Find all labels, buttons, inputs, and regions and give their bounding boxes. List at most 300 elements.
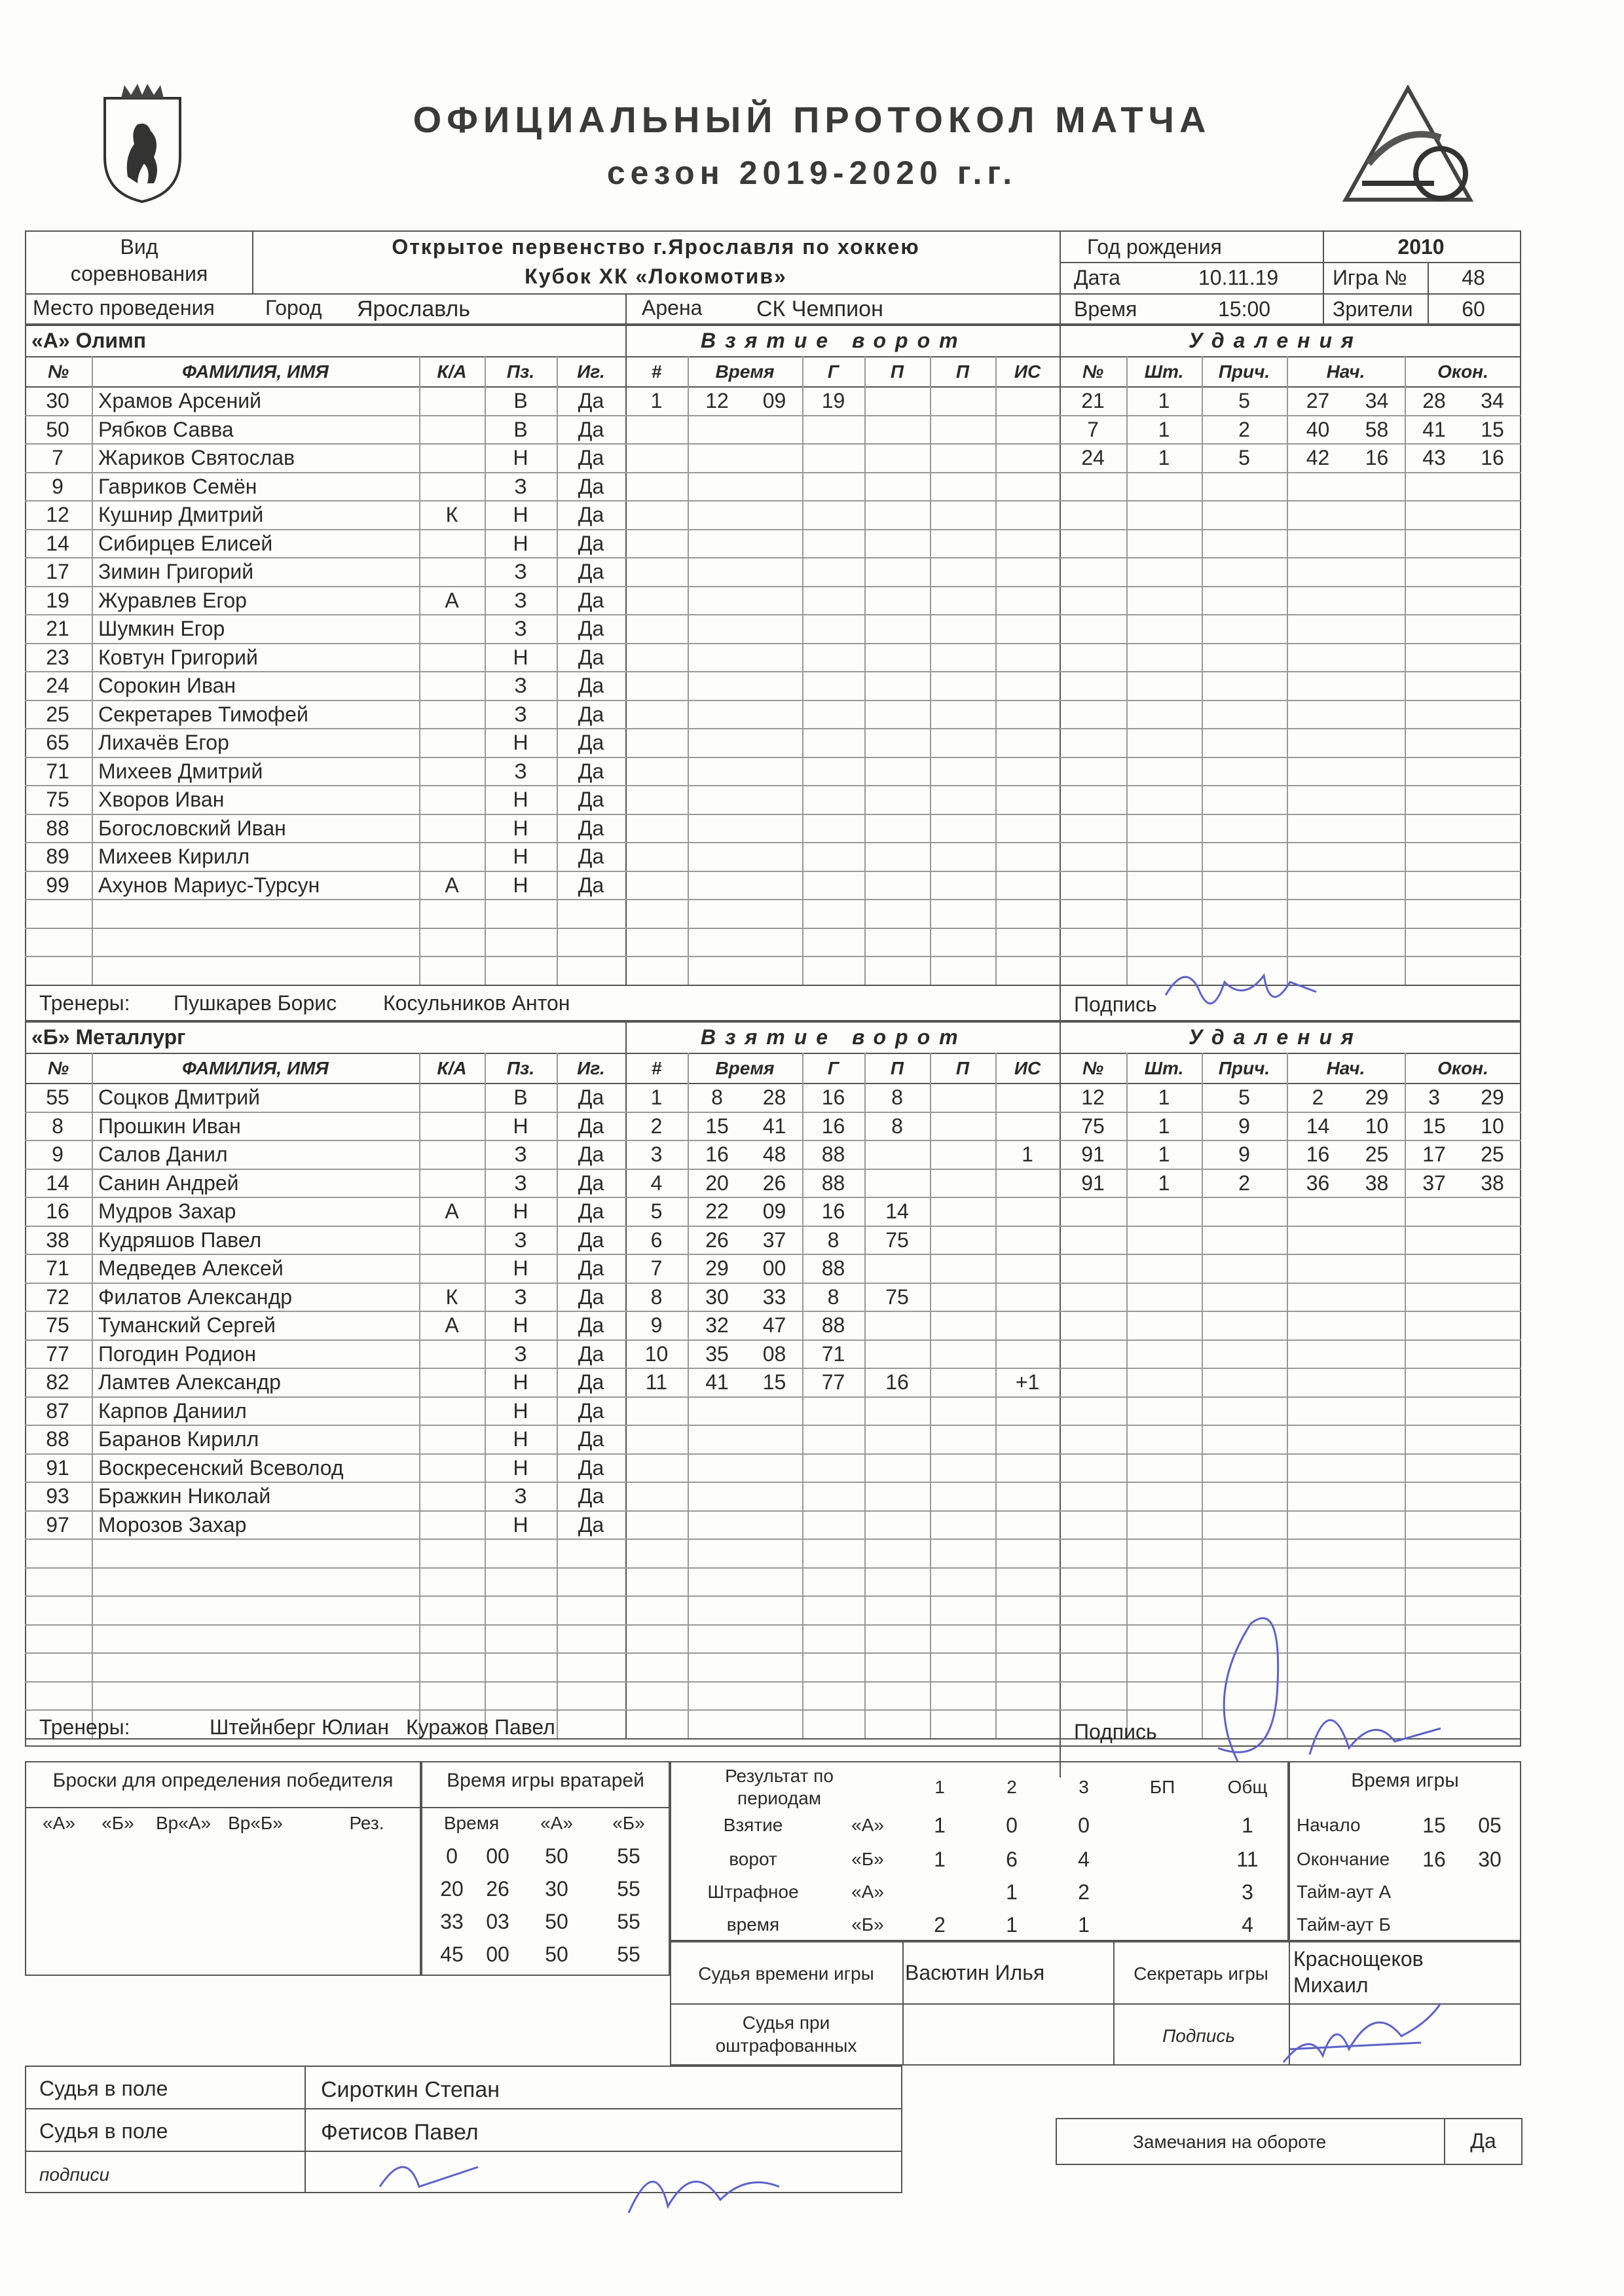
teamA-penalty-cell: 15 [1481, 417, 1504, 441]
teamB-player-played: Да [578, 1341, 604, 1366]
vid-label-2: соревнования [70, 262, 208, 285]
teamB-player-name: Соцков Дмитрий [98, 1085, 261, 1109]
teamB-player-played: Да [578, 1085, 604, 1109]
teamB-player-number: 14 [46, 1171, 69, 1195]
periods-col-2: 2 [1006, 1777, 1017, 1797]
goalie-time-min: 20 [440, 1877, 464, 1901]
period-goalsA-value: 1 [1242, 1813, 1253, 1837]
game-end-hour: 16 [1422, 1848, 1446, 1871]
teamA-col-g_time: Время [715, 361, 775, 382]
teamA-penalty-cell: 21 [1081, 389, 1105, 412]
document-title: ОФИЦИАЛЬНЫЙ ПРОТОКОЛ МАТЧА [413, 99, 1211, 140]
timekeeper-label: Судья времени игры [698, 1963, 874, 1984]
goalie-col-a: «А» [540, 1813, 573, 1833]
teamB-penalty-cell: 29 [1365, 1085, 1389, 1109]
team-a-coach-1: Пушкарев Борис [174, 991, 337, 1015]
referee-2-name: Фетисов Павел [321, 2120, 479, 2145]
team-b-sign-label: Подпись [1074, 1720, 1157, 1743]
teamB-player-name: Прошкин Иван [98, 1114, 241, 1138]
teamB-goal-cell: 26 [705, 1228, 729, 1252]
teamA-col-played: Иг. [577, 361, 605, 382]
teamB-col-ka: К/А [437, 1058, 467, 1078]
secretary-name: Краснощеков [1293, 1947, 1424, 1971]
teamB-player-number: 82 [46, 1370, 69, 1394]
team-a-penalties-title: Удаления [1189, 329, 1363, 352]
teamB-goal-cell: 8 [711, 1085, 723, 1109]
teamB-goal-cell: 9 [650, 1313, 663, 1337]
goalie-time-sec: 00 [486, 1844, 509, 1868]
goalie-col-time: Время [443, 1813, 500, 1833]
team-b-penalties-title: Удаления [1189, 1025, 1363, 1049]
periods-goals-label-2: ворот [729, 1849, 777, 1869]
teamA-player-position: Н [513, 731, 528, 754]
teamA-player-name: Жариков Святослав [98, 446, 295, 469]
teamA-player-played: Да [578, 759, 604, 783]
teamA-penalty-cell: 34 [1365, 389, 1389, 412]
teamA-penalty-cell: 27 [1306, 389, 1330, 412]
teamB-col-p_start: Нач. [1326, 1058, 1365, 1078]
teamA-player-position: З [514, 617, 527, 640]
teamB-goal-cell: 11 [645, 1370, 668, 1394]
teamB-goal-cell: 32 [705, 1313, 729, 1337]
teamB-goal-cell: 88 [821, 1256, 845, 1280]
teamB-player-played: Да [578, 1398, 604, 1423]
game-start-hour: 15 [1422, 1813, 1446, 1837]
teamA-player-name: Хворов Иван [98, 788, 225, 811]
teamB-goal-cell: 6 [650, 1228, 663, 1252]
teamA-penalty-cell: 5 [1238, 389, 1250, 412]
periods-goals-label: Взятие [723, 1815, 783, 1835]
spectators-label: Зрители [1333, 297, 1413, 321]
teamB-goal-cell: 16 [821, 1199, 845, 1223]
teamA-goal-cell: 1 [650, 389, 663, 412]
period-goalsB-value: 6 [1006, 1848, 1018, 1871]
teamB-goal-cell: 3 [650, 1142, 663, 1166]
teamB-penalty-cell: 17 [1422, 1142, 1446, 1166]
teamA-player-played: Да [578, 417, 604, 441]
teamB-goal-cell: 8 [827, 1285, 840, 1309]
teamA-player-played: Да [578, 788, 604, 811]
goalie-time-sec: 00 [486, 1942, 509, 1966]
teamA-col-g_p1: П [890, 361, 904, 382]
time-label: Время [1074, 297, 1137, 321]
shots-col-b: «Б» [101, 1813, 134, 1833]
teamA-player-name: Сорокин Иван [98, 674, 236, 697]
goalie-col-b: «Б» [612, 1813, 645, 1833]
goalie-time-min: 0 [446, 1844, 458, 1868]
teamA-player-number: 30 [46, 389, 69, 412]
teamB-player-role: К [445, 1285, 458, 1309]
period-goalsB-value: 1 [934, 1848, 946, 1871]
teamB-goal-cell: 29 [705, 1256, 729, 1280]
teamA-player-position: Н [513, 531, 528, 555]
remarks-label: Замечания на обороте [1133, 2132, 1327, 2152]
teamB-goal-cell: 2 [650, 1114, 663, 1138]
teamA-penalty-cell: 34 [1481, 389, 1504, 412]
teamB-player-number: 38 [46, 1228, 69, 1252]
teamA-player-position: З [514, 588, 527, 612]
teamA-player-number: 99 [46, 873, 69, 897]
team-b-signature [1179, 1597, 1454, 1781]
teamB-player-number: 71 [46, 1256, 69, 1280]
teamB-col-g_num: # [651, 1058, 662, 1078]
teamA-col-g_num: # [651, 361, 662, 382]
teamA-player-played: Да [578, 588, 604, 612]
teamB-goal-cell: 20 [705, 1171, 729, 1195]
teamB-goal-cell: 00 [762, 1256, 786, 1280]
goalie-a-value: 30 [545, 1877, 568, 1901]
teamA-player-position: Н [513, 845, 528, 868]
goalie-b-value: 55 [617, 1942, 640, 1966]
team-b-coach-2: Куражов Павел [406, 1715, 555, 1739]
team-b-goals-title: Взятие ворот [701, 1025, 967, 1049]
periods-pen-label: Штрафное [707, 1882, 799, 1902]
teamB-penalty-cell: 91 [1081, 1171, 1105, 1195]
teamA-penalty-cell: 41 [1422, 417, 1446, 441]
penalty-box-judge-label: Судья при [742, 2013, 830, 2033]
period-goalsA-value: 0 [1006, 1813, 1018, 1837]
period-penA-value: 3 [1242, 1880, 1253, 1904]
teamB-player-played: Да [578, 1313, 604, 1337]
teamB-goal-cell: 10 [644, 1341, 669, 1366]
teamB-player-position: З [514, 1285, 527, 1309]
referee-signatures [327, 2134, 825, 2239]
teamB-player-position: З [514, 1228, 527, 1252]
periods-pen-label-2: время [726, 1914, 780, 1935]
teamB-goal-cell: 41 [762, 1114, 786, 1138]
teamB-col-p_sht: Шт. [1144, 1058, 1184, 1078]
teamB-player-position: З [514, 1341, 527, 1366]
referee-1-name: Сироткин Степан [321, 2077, 500, 2102]
date-value: 10.11.19 [1198, 266, 1279, 289]
teamB-player-name: Кудряшов Павел [98, 1228, 262, 1252]
teamB-penalty-cell: 1 [1158, 1171, 1170, 1195]
teamA-player-position: Н [513, 873, 528, 897]
vid-label: Вид [120, 235, 158, 259]
periods-col-1: 1 [934, 1777, 945, 1797]
teamA-col-p_num: № [1082, 361, 1104, 382]
teamA-penalty-cell: 2 [1238, 417, 1250, 441]
teamA-player-position: З [514, 759, 527, 783]
goalie-time-min: 33 [440, 1910, 464, 1933]
city-label: Город [265, 296, 322, 319]
teamB-player-played: Да [578, 1142, 604, 1166]
secretary-name-2: Михаил [1293, 1973, 1369, 1997]
teamB-penalty-cell: 1 [1158, 1142, 1170, 1166]
period-goalsA-value: 1 [934, 1813, 946, 1837]
referee-2-label: Судья в поле [39, 2119, 168, 2143]
period-team-label: «Б» [851, 1914, 884, 1935]
teamA-penalty-cell: 58 [1365, 417, 1389, 441]
teamB-player-name: Баранов Кирилл [98, 1427, 259, 1451]
teamA-penalty-cell: 42 [1306, 446, 1330, 469]
periods-col-bp: БП [1149, 1777, 1175, 1797]
goalie-time-title: Время игры вратарей [447, 1770, 644, 1791]
teamA-player-number: 7 [52, 446, 64, 469]
teamA-player-role: А [445, 588, 459, 612]
teamB-penalty-cell: 2 [1312, 1085, 1324, 1109]
teamA-penalty-cell: 28 [1422, 389, 1446, 412]
teamA-player-position: З [514, 474, 527, 498]
period-team-label: «А» [851, 1815, 884, 1835]
teamB-player-number: 97 [46, 1512, 69, 1537]
teamB-goal-cell: 48 [762, 1142, 786, 1166]
teamA-player-name: Кушнир Дмитрий [98, 503, 264, 526]
teamB-goal-cell: 1 [1022, 1142, 1033, 1166]
teamA-player-number: 89 [46, 845, 69, 868]
teamB-player-played: Да [578, 1370, 604, 1394]
periods-col-3: 3 [1079, 1777, 1089, 1797]
team-b-coaches-label: Тренеры: [39, 1715, 130, 1739]
period-goalsB-value: 11 [1236, 1848, 1259, 1871]
teamA-player-name: Журавлев Егор [98, 588, 247, 612]
period-goalsB-value: 4 [1078, 1848, 1090, 1871]
teamA-player-position: З [514, 702, 527, 726]
teamA-player-name: Лихачёв Егор [98, 731, 229, 754]
team-a-coach-2: Косульников Антон [383, 991, 570, 1015]
teamB-penalty-cell: 3 [1428, 1085, 1440, 1109]
teamB-player-number: 88 [46, 1427, 69, 1451]
teamA-player-position: Н [513, 816, 528, 840]
teamA-player-number: 21 [46, 617, 69, 640]
goalie-b-value: 55 [617, 1844, 640, 1868]
teamB-player-role: А [445, 1199, 459, 1223]
game-time-title: Время игры [1351, 1770, 1459, 1791]
teamB-player-name: Ламтев Александр [98, 1370, 281, 1394]
penalty-box-judge-label-2: оштрафованных [715, 2035, 857, 2056]
city-value: Ярославль [357, 297, 470, 321]
teamA-penalty-cell: 1 [1158, 389, 1170, 412]
teamB-goal-cell: 47 [762, 1313, 786, 1337]
teamA-player-name: Ковтун Григорий [98, 645, 258, 669]
goalie-b-value: 55 [617, 1877, 640, 1901]
teamA-player-number: 25 [46, 702, 69, 726]
teamA-player-name: Шумкин Егор [98, 617, 225, 640]
teamB-player-number: 93 [46, 1484, 69, 1508]
team-b-label: «Б» Металлург [31, 1025, 186, 1049]
teamB-player-played: Да [578, 1484, 604, 1508]
teamB-player-number: 75 [46, 1313, 69, 1337]
teamB-penalty-cell: 75 [1081, 1114, 1105, 1138]
teamB-goal-cell: 08 [762, 1341, 786, 1366]
teamA-player-number: 24 [46, 674, 69, 697]
teamA-player-number: 65 [46, 731, 69, 754]
season-title: сезон 2019-2020 г.г. [606, 155, 1018, 191]
teamB-col-played: Иг. [577, 1058, 605, 1078]
arena-label: Арена [642, 296, 703, 319]
goalie-b-value: 55 [617, 1910, 640, 1933]
teamB-player-number: 87 [46, 1398, 69, 1423]
teamB-player-played: Да [578, 1455, 604, 1480]
teamB-player-played: Да [578, 1512, 604, 1537]
teamB-penalty-cell: 12 [1081, 1085, 1105, 1109]
teamA-penalty-cell: 40 [1306, 417, 1330, 441]
teamA-player-number: 71 [46, 759, 69, 783]
teamB-penalty-cell: 10 [1481, 1114, 1504, 1138]
team-a-coaches-label: Тренеры: [39, 991, 130, 1015]
secretary-signature [1270, 1990, 1454, 2082]
spectators-value: 60 [1462, 297, 1485, 321]
teamB-player-position: Н [513, 1512, 528, 1537]
game-start-min: 05 [1478, 1813, 1502, 1837]
teamB-col-num: № [47, 1058, 69, 1078]
teamA-player-name: Ахунов Мариус-Турсун [98, 873, 320, 897]
teamA-player-name: Зимин Григорий [98, 560, 254, 583]
competition-cup: Кубок ХК «Локомотив» [525, 264, 787, 288]
teamA-col-g_g: Г [827, 361, 840, 382]
shots-title: Броски для определения победителя [52, 1770, 394, 1791]
period-team-label: «А» [851, 1882, 884, 1902]
teamA-player-number: 88 [46, 816, 69, 840]
teamA-player-position: В [513, 417, 528, 441]
teamB-goal-cell: 4 [650, 1171, 663, 1195]
teamA-penalty-cell: 16 [1365, 446, 1389, 469]
teamA-penalty-cell: 7 [1087, 417, 1099, 441]
goalie-a-value: 50 [545, 1844, 568, 1868]
teamA-player-name: Храмов Арсений [98, 389, 261, 412]
teamA-player-name: Богословский Иван [98, 816, 286, 840]
teamA-player-played: Да [578, 560, 604, 583]
teamB-player-number: 16 [46, 1199, 69, 1223]
teamA-player-name: Михеев Кирилл [98, 845, 250, 868]
teamA-player-position: Н [513, 788, 528, 811]
teamA-player-position: Н [513, 446, 528, 469]
teamB-col-p_reason: Прич. [1218, 1058, 1270, 1078]
teamB-penalty-cell: 1 [1158, 1085, 1170, 1109]
teamA-player-number: 12 [46, 503, 69, 526]
teamB-goal-cell: 15 [705, 1114, 729, 1138]
period-penB-value: 4 [1242, 1913, 1253, 1937]
teamB-penalty-cell: 25 [1365, 1142, 1389, 1166]
teamA-player-number: 75 [46, 788, 69, 811]
teamB-player-position: Н [513, 1256, 528, 1280]
teamB-goal-cell: 5 [650, 1199, 663, 1223]
game-value: 48 [1462, 266, 1485, 289]
teamB-player-number: 91 [46, 1455, 69, 1480]
teamA-player-played: Да [578, 389, 604, 412]
timekeeper-name: Васютин Илья [905, 1961, 1045, 1984]
teamB-col-p_num: № [1082, 1058, 1104, 1078]
teamB-penalty-cell: 38 [1481, 1171, 1504, 1195]
teamB-player-position: Н [513, 1455, 528, 1480]
teamA-player-played: Да [578, 731, 604, 754]
teamB-penalty-cell: 25 [1481, 1142, 1504, 1166]
teamA-penalty-cell: 1 [1158, 446, 1170, 469]
teamB-col-name: ФАМИЛИЯ, ИМЯ [182, 1058, 329, 1078]
teamB-player-name: Воскресенский Всеволод [98, 1455, 344, 1480]
teamB-goal-cell: 8 [827, 1228, 840, 1252]
teamB-penalty-cell: 38 [1365, 1171, 1389, 1195]
game-start-label: Начало [1297, 1815, 1361, 1835]
game-end-label: Окончание [1297, 1849, 1390, 1869]
teamA-player-number: 50 [46, 417, 69, 441]
teamA-col-p_start: Нач. [1326, 361, 1365, 382]
teamB-col-g_p1: П [890, 1058, 904, 1078]
place-label: Место проведения [33, 296, 215, 319]
teamB-penalty-cell: 15 [1422, 1114, 1446, 1138]
teamA-player-played: Да [578, 446, 604, 469]
teamA-penalty-cell: 43 [1422, 446, 1446, 469]
teamB-player-position: Н [513, 1313, 528, 1337]
teamB-player-position: Н [513, 1114, 528, 1138]
teamB-goal-cell: 14 [885, 1199, 909, 1223]
birth-label: Год рождения [1087, 235, 1222, 259]
teamB-goal-cell: 75 [885, 1285, 909, 1309]
teamA-goal-cell: 12 [705, 389, 729, 412]
secretary-sign-label: Подпись [1162, 2026, 1236, 2046]
teamA-player-name: Секретарев Тимофей [98, 702, 308, 726]
teamB-goal-cell: 8 [650, 1285, 663, 1309]
teamB-col-g_p2: П [955, 1058, 970, 1078]
teamB-player-played: Да [578, 1114, 604, 1138]
teamA-player-position: З [514, 560, 527, 583]
teamB-penalty-cell: 14 [1306, 1114, 1330, 1138]
teamB-col-pos: Пз. [506, 1058, 535, 1078]
teamB-player-number: 72 [46, 1285, 69, 1309]
teamB-goal-cell: 77 [821, 1370, 845, 1394]
teamB-goal-cell: 15 [762, 1370, 786, 1394]
teamB-goal-cell: 28 [762, 1085, 786, 1109]
teamB-player-played: Да [578, 1199, 604, 1223]
shots-col-res: Рез. [349, 1813, 384, 1833]
teamB-player-position: В [513, 1085, 528, 1109]
teamA-player-number: 9 [52, 474, 64, 498]
period-penA-value: 2 [1078, 1880, 1090, 1904]
teamB-goal-cell: +1 [1015, 1370, 1040, 1394]
teamB-goal-cell: 88 [821, 1142, 845, 1166]
shots-col-a: «А» [43, 1813, 75, 1833]
teamA-col-num: № [47, 361, 69, 382]
goalie-time-sec: 03 [486, 1910, 509, 1933]
teamA-player-played: Да [578, 845, 604, 868]
team-a-sign-label: Подпись [1074, 993, 1157, 1016]
periods-title: Результат по [725, 1766, 834, 1786]
teamB-player-position: Н [513, 1370, 528, 1394]
teamA-penalty-cell: 1 [1158, 417, 1170, 441]
teamB-player-number: 55 [46, 1085, 69, 1109]
teamB-player-position: Н [513, 1427, 528, 1451]
team-a-goals-title: Взятие ворот [701, 329, 967, 352]
teamA-player-name: Гавриков Семён [98, 474, 257, 498]
teamB-player-name: Туманский Сергей [98, 1313, 276, 1337]
teamB-player-position: З [514, 1142, 527, 1166]
teamB-penalty-cell: 1 [1158, 1114, 1170, 1138]
teamA-player-played: Да [578, 674, 604, 697]
teamA-player-name: Михеев Дмитрий [98, 759, 263, 783]
team-b-coach-1: Штейнберг Юлиан [210, 1715, 389, 1739]
teamB-penalty-cell: 2 [1238, 1171, 1250, 1195]
teamA-player-played: Да [578, 702, 604, 726]
teamB-player-played: Да [578, 1256, 604, 1280]
teamA-col-g_is: ИС [1014, 361, 1041, 382]
teamA-penalty-cell: 5 [1238, 446, 1250, 469]
shots-col-vra: Вр«А» [155, 1813, 212, 1833]
game-label: Игра № [1333, 266, 1407, 289]
teamB-player-played: Да [578, 1427, 604, 1451]
period-penB-value: 1 [1006, 1913, 1018, 1937]
teamB-player-name: Морозов Захар [98, 1512, 247, 1537]
teamB-goal-cell: 88 [821, 1171, 845, 1195]
teamA-player-played: Да [578, 531, 604, 555]
teamB-goal-cell: 16 [821, 1085, 845, 1109]
teamB-player-name: Карпов Даниил [98, 1398, 247, 1423]
teamB-goal-cell: 37 [762, 1228, 786, 1252]
teamA-player-role: К [445, 503, 458, 526]
timeout-a-label: Тайм-аут А [1297, 1882, 1392, 1902]
teamA-goal-cell: 19 [821, 389, 845, 412]
teamA-col-ka: К/А [437, 361, 467, 382]
teamB-penalty-cell: 10 [1365, 1114, 1389, 1138]
